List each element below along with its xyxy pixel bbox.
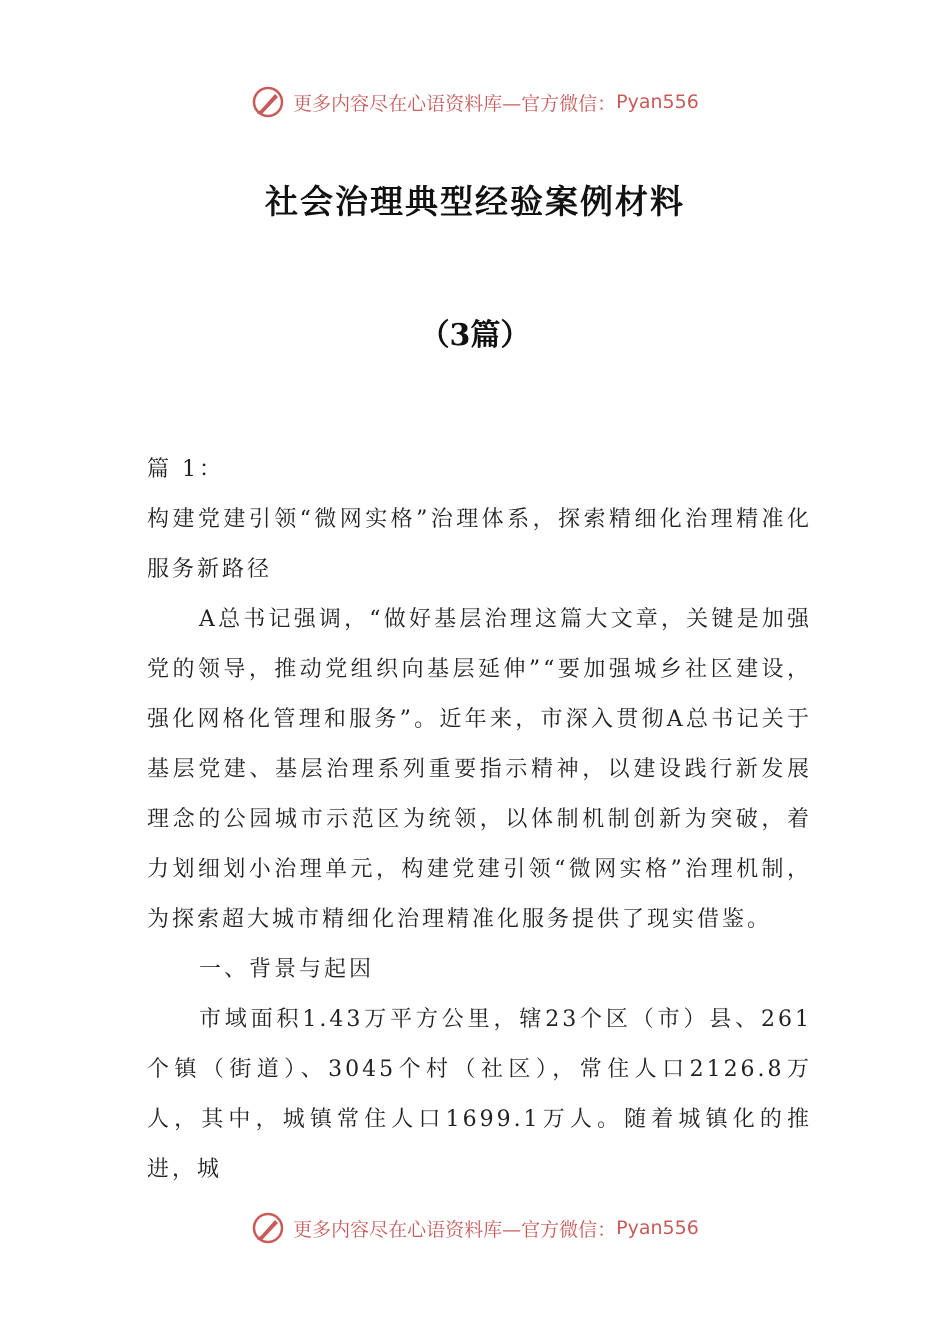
watermark-wechat-id: Pyan556 bbox=[616, 91, 699, 113]
watermark-wechat-id: Pyan556 bbox=[616, 1217, 699, 1239]
watermark-text: 更多内容尽在心语资料库—官方微信： bbox=[293, 92, 617, 115]
watermark-banner-top bbox=[0, 82, 950, 122]
pen-circle-icon bbox=[251, 1211, 285, 1245]
section-paragraph: 市域面积1.43万平方公里，辖23个区（市）县、261个镇（街道）、3045个村（社区），常住人口2126.8万人，其中，城镇常住人口1699.1万人。随着城镇化的推进，城 bbox=[147, 1007, 812, 1182]
watermark-text: 更多内容尽在心语资料库—官方微信： bbox=[293, 1218, 617, 1241]
intro-paragraph: A总书记强调，“做好基层治理这篇大文章，关键是加强党的领导，推动党组织向基层延伸”“要加强城乡社区建设，强化网格化管理和服务”。近年来，市深入贯彻A总书记关于基层党建、基层治理系列重要指示精神，以建设践行新发展理念的公园城市示范区为统领，以体制机制创新为突破，着力划细划小治理单元，构建党建引领“微网实格”治理机制，为探索超大城市精细化治理精准化服务提供了现实借鉴。 bbox=[147, 607, 812, 932]
watermark-banner-bottom bbox=[0, 1208, 950, 1248]
section-heading: 一、背景与起因 bbox=[199, 957, 375, 982]
article-label: 篇 1： bbox=[147, 457, 224, 482]
document-body bbox=[147, 445, 812, 1195]
article-count: （3篇） bbox=[419, 318, 531, 353]
pen-circle-icon bbox=[251, 85, 285, 119]
article-title: 构建党建引领“微网实格”治理体系，探索精细化治理精准化服务新路径 bbox=[147, 507, 812, 582]
document-title: 社会治理典型经验案例材料 bbox=[265, 182, 685, 221]
